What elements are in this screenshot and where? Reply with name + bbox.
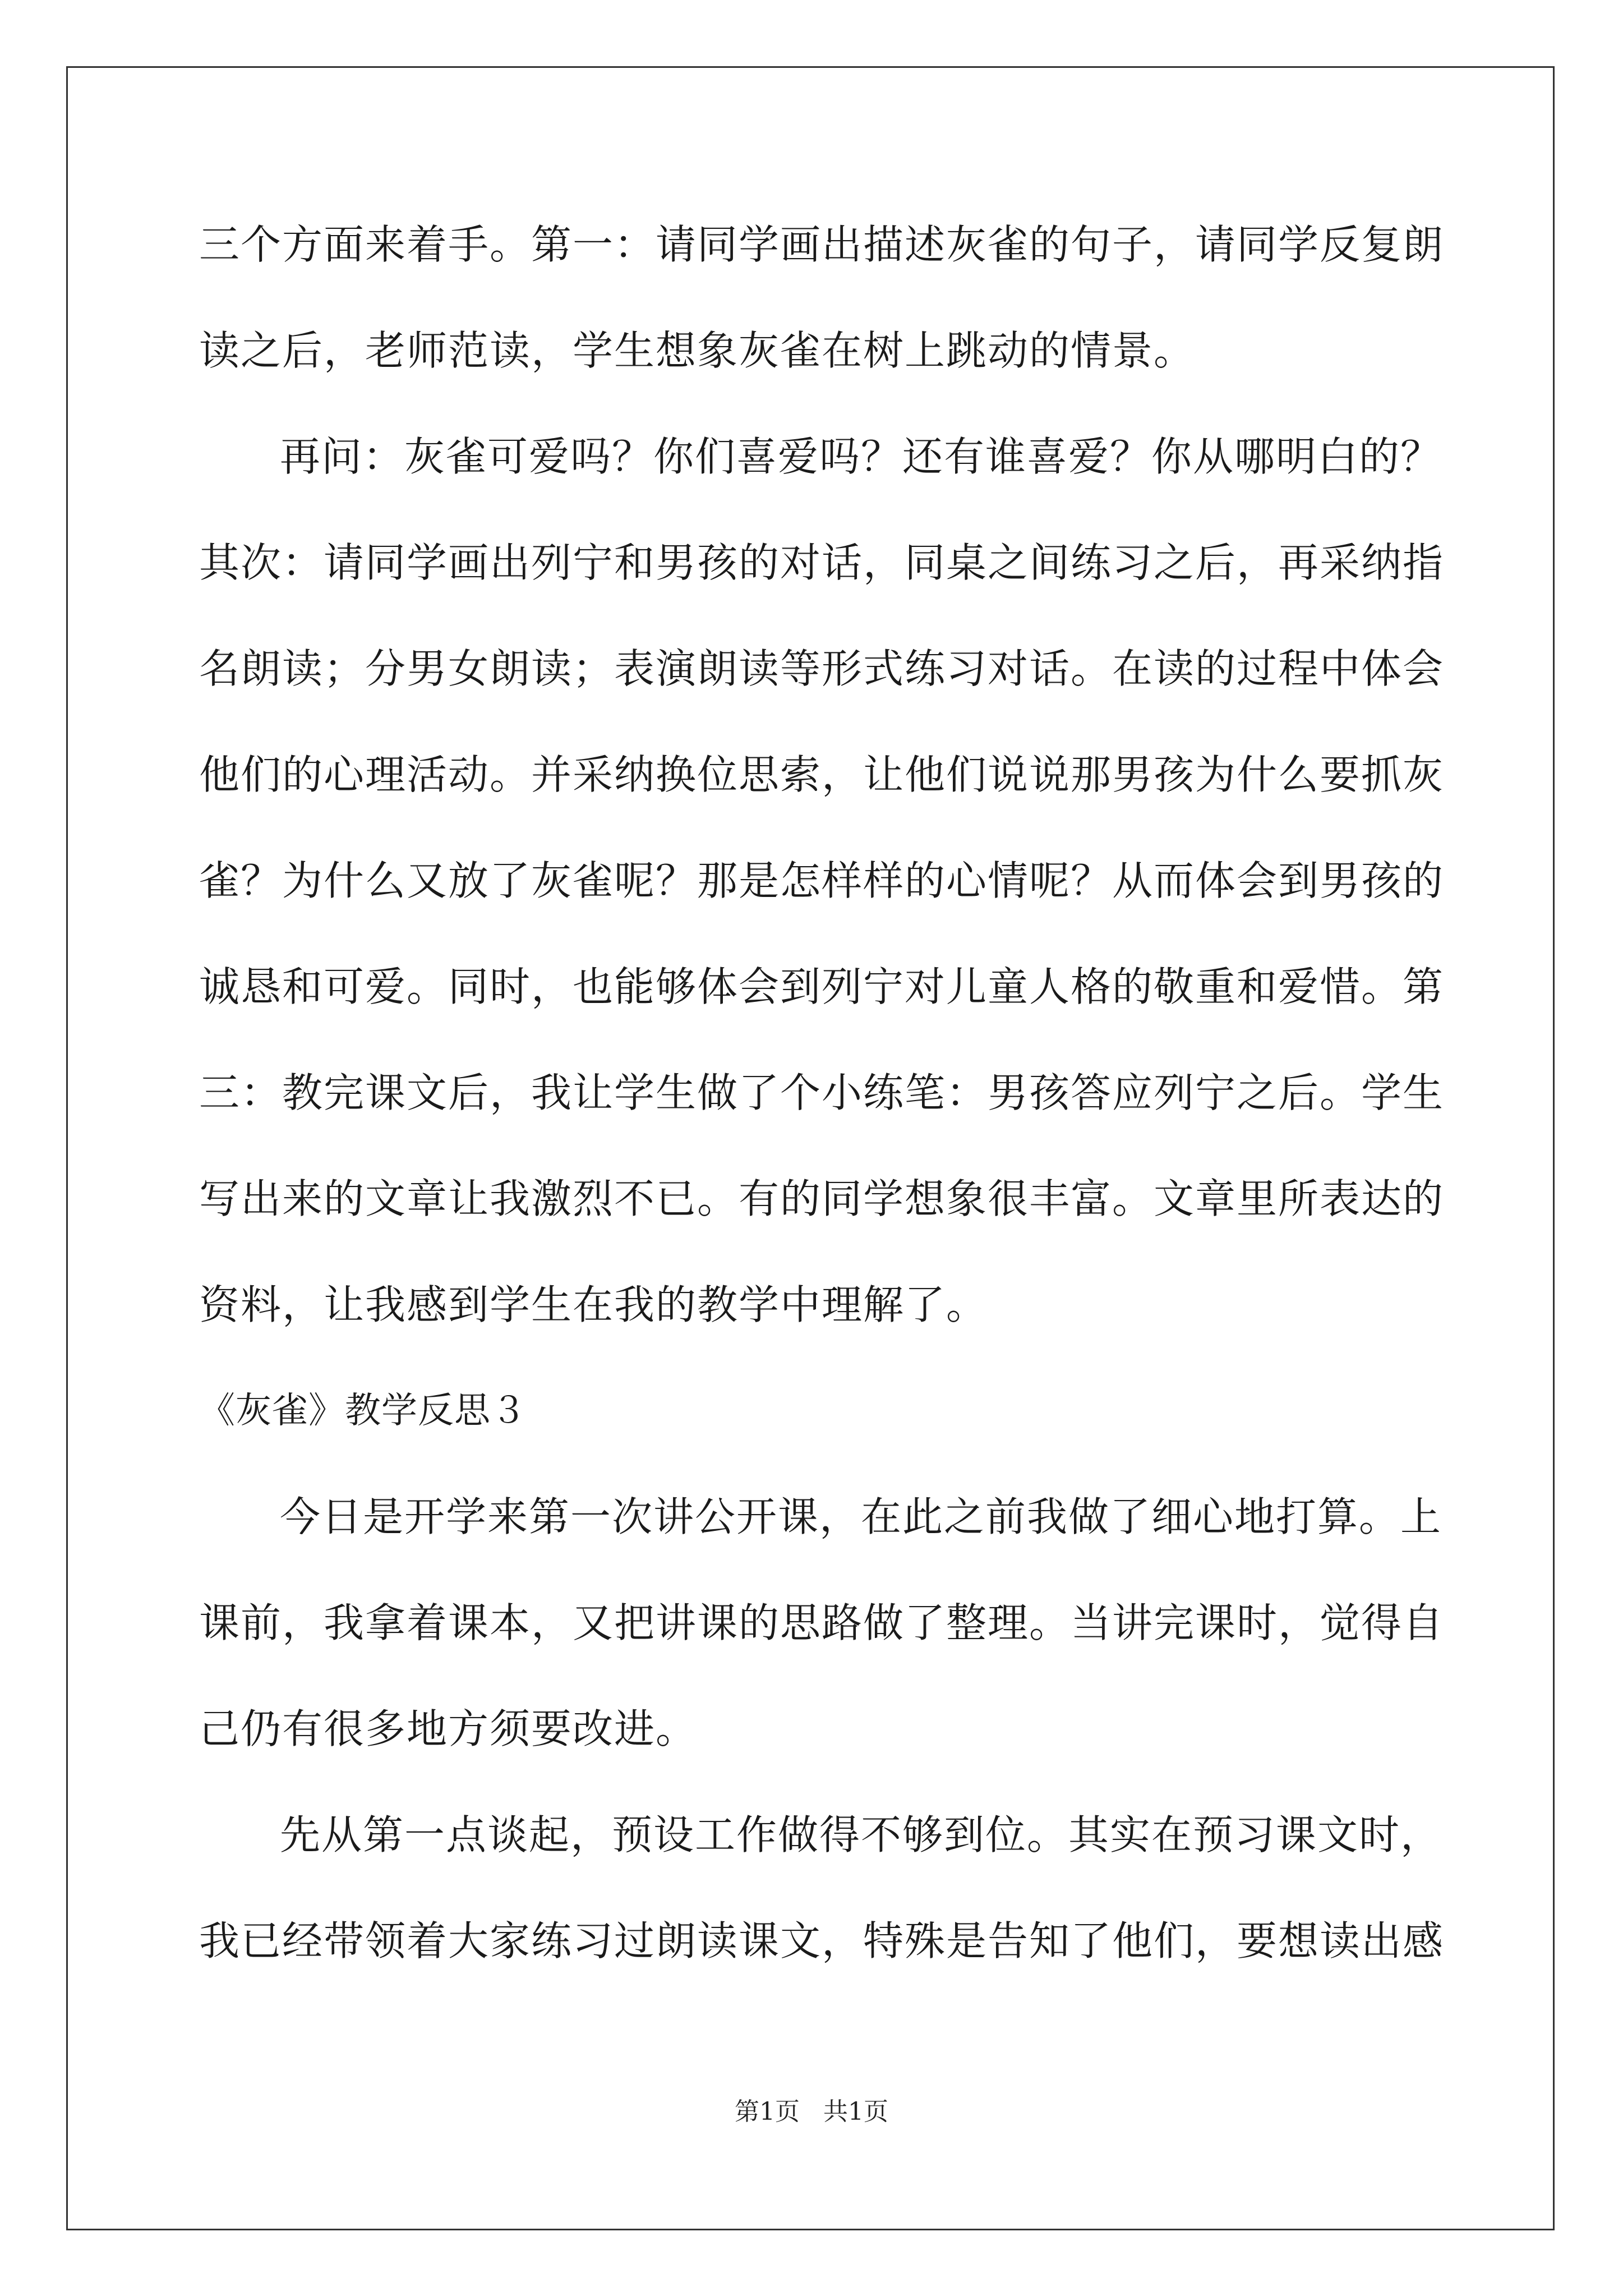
text-line-16: 先从第一点谈起，预设工作做得不够到位。其实在预习课文时， bbox=[280, 1811, 1442, 1858]
page-number: 第1页 bbox=[735, 2097, 800, 2126]
section-heading: 《灰雀》教学反思３ bbox=[199, 1390, 527, 1432]
text-line-8: 诚恳和可爱。同时，也能够体会到列宁对儿童人格的敬重和爱惜。第 bbox=[199, 963, 1445, 1010]
page-total: 共1页 bbox=[823, 2097, 888, 2126]
page-footer bbox=[0, 2095, 1623, 2129]
text-line-13: 今日是开学来第一次讲公开课，在此之前我做了细心地打算。上 bbox=[280, 1493, 1442, 1540]
document-body bbox=[199, 218, 1445, 2020]
text-line-9: 三：教完课文后，我让学生做了个小练笔：男孩答应列宁之后。学生 bbox=[199, 1069, 1445, 1116]
text-line-3: 再问：灰雀可爱吗？你们喜爱吗？还有谁喜爱？你从哪明白的？ bbox=[280, 433, 1442, 480]
text-line-15: 己仍有很多地方须要改进。 bbox=[199, 1705, 698, 1752]
text-line-11: 资料，让我感到学生在我的教学中理解了。 bbox=[199, 1281, 988, 1328]
text-line-14: 课前，我拿着课本，又把讲课的思路做了整理。当讲完课时，觉得自 bbox=[199, 1599, 1445, 1646]
text-line-10: 写出来的文章让我激烈不已。有的同学想象很丰富。文章里所表达的 bbox=[199, 1175, 1445, 1222]
text-line-17: 我已经带领着大家练习过朗读课文，特殊是告知了他们，要想读出感 bbox=[199, 1917, 1445, 1964]
text-line-5: 名朗读；分男女朗读；表演朗读等形式练习对话。在读的过程中体会 bbox=[199, 645, 1445, 692]
text-line-4: 其次：请同学画出列宁和男孩的对话，同桌之间练习之后，再采纳指 bbox=[199, 539, 1445, 586]
text-line-6: 他们的心理活动。并采纳换位思索，让他们说说那男孩为什么要抓灰 bbox=[199, 751, 1445, 798]
text-line-1: 三个方面来着手。第一：请同学画出描述灰雀的句子，请同学反复朗 bbox=[199, 221, 1445, 268]
text-line-2: 读之后，老师范读，学生想象灰雀在树上跳动的情景。 bbox=[199, 327, 1196, 374]
text-line-7: 雀？为什么又放了灰雀呢？那是怎样样的心情呢？从而体会到男孩的 bbox=[199, 857, 1445, 904]
